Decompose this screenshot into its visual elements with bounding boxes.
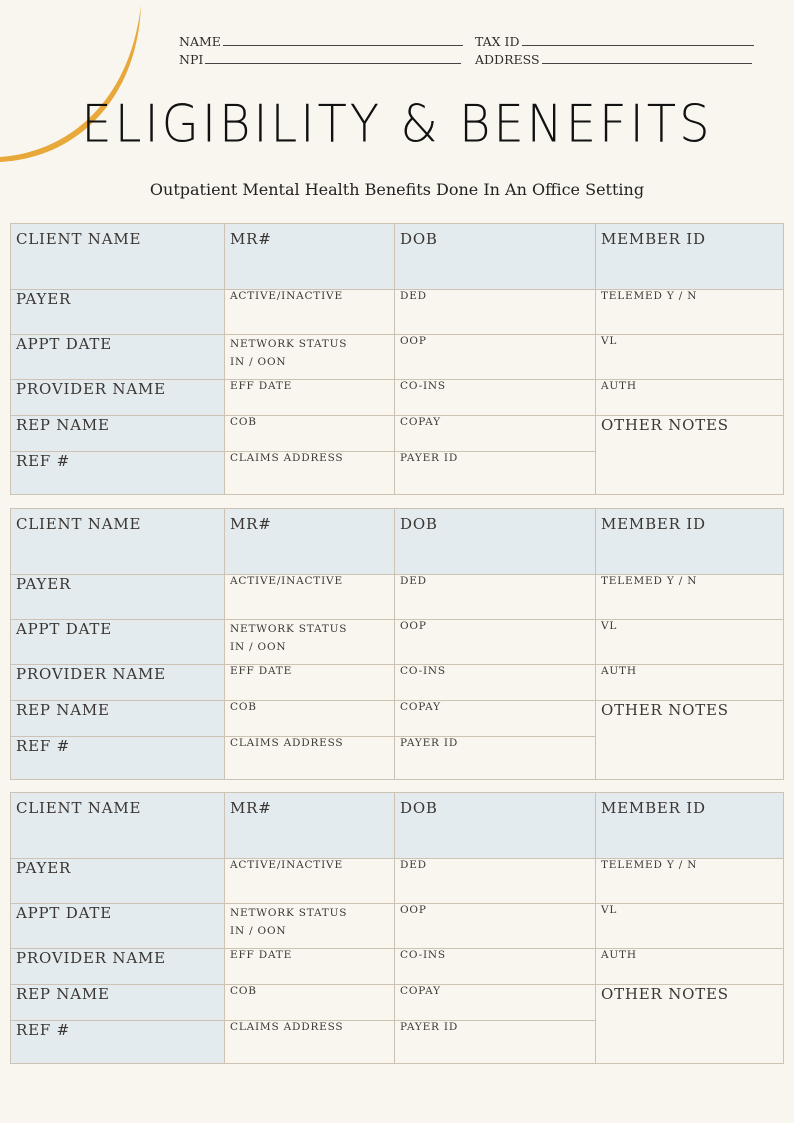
payer-id-cell[interactable]: PAYER ID	[395, 452, 596, 495]
npi-field[interactable]	[205, 51, 461, 64]
appt-date-cell[interactable]: APPT DATE	[11, 904, 225, 949]
ded-cell[interactable]: DED	[395, 859, 596, 904]
other-notes-cell[interactable]: OTHER NOTES	[596, 416, 784, 495]
vl-cell[interactable]: VL	[596, 335, 784, 380]
address-label: ADDRESS	[475, 52, 540, 67]
page-subtitle: Outpatient Mental Health Benefits Done In An Office Setting	[149, 180, 645, 199]
client-name-cell[interactable]: CLIENT NAME	[11, 224, 225, 290]
payer-cell[interactable]: PAYER	[11, 575, 225, 620]
eligibility-form-block-1	[10, 223, 784, 495]
copay-cell[interactable]: COPAY	[395, 416, 596, 452]
network-status-options: IN / OON	[230, 356, 287, 368]
network-status-label: NETWORK STATUS	[230, 338, 348, 350]
payer-cell[interactable]: PAYER	[11, 290, 225, 335]
co-ins-cell[interactable]: CO-INS	[395, 665, 596, 701]
ded-cell[interactable]: DED	[395, 290, 596, 335]
member-id-cell[interactable]: MEMBER ID	[596, 793, 784, 859]
co-ins-cell[interactable]: CO-INS	[395, 949, 596, 985]
auth-cell[interactable]: AUTH	[596, 665, 784, 701]
name-label: NAME	[179, 34, 221, 49]
ref-cell[interactable]: REF #	[11, 1021, 225, 1064]
telemed-cell[interactable]: TELEMED Y / N	[596, 290, 784, 335]
page-title: ELIGIBILITY & BENEFITS	[81, 93, 713, 155]
eff-date-cell[interactable]: EFF DATE	[225, 949, 395, 985]
active-inactive-cell[interactable]: ACTIVE/INACTIVE	[225, 575, 395, 620]
client-name-cell[interactable]: CLIENT NAME	[11, 793, 225, 859]
provider-name-cell[interactable]: PROVIDER NAME	[11, 949, 225, 985]
network-status-cell[interactable]	[225, 335, 395, 380]
eligibility-form-block-3	[10, 792, 784, 1064]
tax-id-field[interactable]	[522, 33, 754, 46]
network-status-options: IN / OON	[230, 641, 287, 653]
oop-cell[interactable]: OOP	[395, 335, 596, 380]
payer-id-cell[interactable]: PAYER ID	[395, 1021, 596, 1064]
network-status-cell[interactable]	[225, 904, 395, 949]
mr-cell[interactable]: MR#	[225, 509, 395, 575]
rep-name-cell[interactable]: REP NAME	[11, 416, 225, 452]
eff-date-cell[interactable]: EFF DATE	[225, 380, 395, 416]
active-inactive-cell[interactable]: ACTIVE/INACTIVE	[225, 290, 395, 335]
eff-date-cell[interactable]: EFF DATE	[225, 665, 395, 701]
network-status-options: IN / OON	[230, 925, 287, 937]
client-name-cell[interactable]: CLIENT NAME	[11, 509, 225, 575]
claims-address-cell[interactable]: CLAIMS ADDRESS	[225, 1021, 395, 1064]
eligibility-form-block-2	[10, 508, 784, 780]
ref-cell[interactable]: REF #	[11, 737, 225, 780]
active-inactive-cell[interactable]: ACTIVE/INACTIVE	[225, 859, 395, 904]
member-id-cell[interactable]: MEMBER ID	[596, 509, 784, 575]
name-field[interactable]	[223, 33, 463, 46]
network-status-label: NETWORK STATUS	[230, 623, 348, 635]
cob-cell[interactable]: COB	[225, 416, 395, 452]
ref-cell[interactable]: REF #	[11, 452, 225, 495]
rep-name-cell[interactable]: REP NAME	[11, 701, 225, 737]
oop-cell[interactable]: OOP	[395, 620, 596, 665]
tax-id-label: TAX ID	[475, 34, 520, 49]
payer-id-cell[interactable]: PAYER ID	[395, 737, 596, 780]
oop-cell[interactable]: OOP	[395, 904, 596, 949]
claims-address-cell[interactable]: CLAIMS ADDRESS	[225, 737, 395, 780]
telemed-cell[interactable]: TELEMED Y / N	[596, 859, 784, 904]
network-status-cell[interactable]	[225, 620, 395, 665]
cob-cell[interactable]: COB	[225, 701, 395, 737]
appt-date-cell[interactable]: APPT DATE	[11, 620, 225, 665]
copay-cell[interactable]: COPAY	[395, 701, 596, 737]
vl-cell[interactable]: VL	[596, 904, 784, 949]
npi-label: NPI	[179, 52, 204, 67]
telemed-cell[interactable]: TELEMED Y / N	[596, 575, 784, 620]
auth-cell[interactable]: AUTH	[596, 380, 784, 416]
other-notes-cell[interactable]: OTHER NOTES	[596, 701, 784, 780]
other-notes-cell[interactable]: OTHER NOTES	[596, 985, 784, 1064]
co-ins-cell[interactable]: CO-INS	[395, 380, 596, 416]
provider-name-cell[interactable]: PROVIDER NAME	[11, 665, 225, 701]
ded-cell[interactable]: DED	[395, 575, 596, 620]
mr-cell[interactable]: MR#	[225, 224, 395, 290]
address-field[interactable]	[542, 51, 752, 64]
mr-cell[interactable]: MR#	[225, 793, 395, 859]
member-id-cell[interactable]: MEMBER ID	[596, 224, 784, 290]
dob-cell[interactable]: DOB	[395, 793, 596, 859]
cob-cell[interactable]: COB	[225, 985, 395, 1021]
copay-cell[interactable]: COPAY	[395, 985, 596, 1021]
provider-name-cell[interactable]: PROVIDER NAME	[11, 380, 225, 416]
vl-cell[interactable]: VL	[596, 620, 784, 665]
appt-date-cell[interactable]: APPT DATE	[11, 335, 225, 380]
dob-cell[interactable]: DOB	[395, 509, 596, 575]
auth-cell[interactable]: AUTH	[596, 949, 784, 985]
dob-cell[interactable]: DOB	[395, 224, 596, 290]
payer-cell[interactable]: PAYER	[11, 859, 225, 904]
rep-name-cell[interactable]: REP NAME	[11, 985, 225, 1021]
network-status-label: NETWORK STATUS	[230, 907, 348, 919]
header-fields	[179, 33, 769, 69]
claims-address-cell[interactable]: CLAIMS ADDRESS	[225, 452, 395, 495]
